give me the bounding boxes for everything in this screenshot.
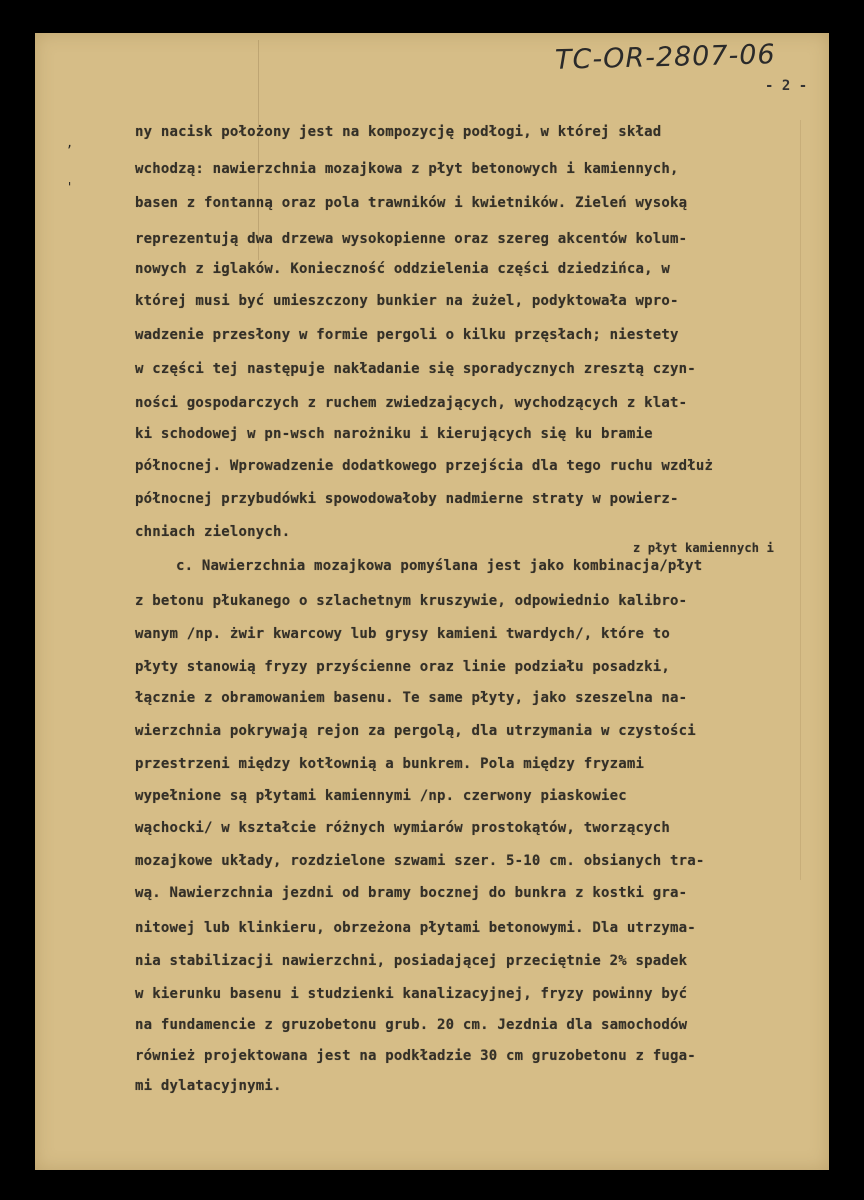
handwritten-reference: TC-OR-2807-06 [554, 39, 777, 76]
text-line: wanym /np. żwir kwarcowy lub grysy kamieni twardych/, które to [135, 626, 670, 642]
text-line: również projektowana jest na podkładzie 30 cm gruzobetonu z fuga- [135, 1048, 696, 1064]
text-line: wypełnione są płytami kamiennymi /np. czerwony piaskowiec [135, 788, 627, 804]
text-line: mozajkowe układy, rozdzielone szwami szer. 5-10 cm. obsianych tra- [135, 853, 705, 869]
text-line: wą. Nawierzchnia jezdni od bramy bocznej do bunkra z kostki gra- [135, 885, 688, 901]
text-line: przestrzeni między kotłownią a bunkrem. Pola między fryzami [135, 756, 645, 772]
text-line: płyty stanowią fryzy przyścienne oraz linie podziału posadzki, [135, 659, 670, 675]
text-line: w części tej następuje nakładanie się sporadycznych zresztą czyn- [135, 361, 696, 377]
text-line: mi dylatacyjnymi. [135, 1078, 282, 1094]
text-line: nitowej lub klinkieru, obrzeżona płytami betonowymi. Dla utrzyma- [135, 920, 696, 936]
text-line: reprezentują dwa drzewa wysokopienne oraz szereg akcentów kolum- [135, 231, 688, 247]
text-line: północnej przybudówki spowodowałoby nadmierne straty w powierz- [135, 491, 679, 507]
text-line: wadzenie przesłony w formie pergoli o kilku przęsłach; niestety [135, 327, 679, 343]
text-line: wchodzą: nawierzchnia mozajkowa z płyt betonowych i kamiennych, [135, 161, 679, 177]
inserted-text-line: z płyt kamiennych i [633, 541, 775, 555]
text-line: nowych z iglaków. Konieczność oddzielenia części dziedzińca, w [135, 261, 670, 277]
page-number: - 2 - [765, 78, 808, 94]
text-line: nia stabilizacji nawierzchni, posiadającej przeciętnie 2% spadek [135, 953, 688, 969]
text-line: na fundamencie z gruzobetonu grub. 20 cm. Jezdnia dla samochodów [135, 1017, 688, 1033]
text-line: ności gospodarczych z ruchem zwiedzających, wychodzących z klat- [135, 395, 688, 411]
margin-mark: , [66, 136, 74, 150]
text-line: ny nacisk położony jest na kompozycję podłogi, w której skład [135, 124, 662, 140]
text-line: ki schodowej w pn-wsch narożniku i kierujących się ku bramie [135, 426, 653, 442]
text-line: łącznie z obramowaniem basenu. Te same płyty, jako szeszelna na- [135, 690, 688, 706]
text-line: z betonu płukanego o szlachetnym kruszywie, odpowiednio kalibro- [135, 593, 688, 609]
text-line: której musi być umieszczony bunkier na żużel, podyktowała wpro- [135, 293, 679, 309]
text-line: basen z fontanną oraz pola trawników i kwietników. Zieleń wysoką [135, 195, 688, 211]
text-line: wąchocki/ w kształcie różnych wymiarów prostokątów, tworzących [135, 820, 670, 836]
text-line: c. Nawierzchnia mozajkowa pomyślana jest jako kombinacja/płyt [176, 558, 703, 574]
margin-mark: ' [66, 180, 74, 194]
text-line: chniach zielonych. [135, 524, 291, 540]
text-line: w kierunku basenu i studzienki kanalizacyjnej, fryzy powinny być [135, 986, 688, 1002]
text-line: wierzchnia pokrywają rejon za pergolą, dla utrzymania w czystości [135, 723, 696, 739]
text-line: północnej. Wprowadzenie dodatkowego przejścia dla tego ruchu wzdłuż [135, 458, 714, 474]
